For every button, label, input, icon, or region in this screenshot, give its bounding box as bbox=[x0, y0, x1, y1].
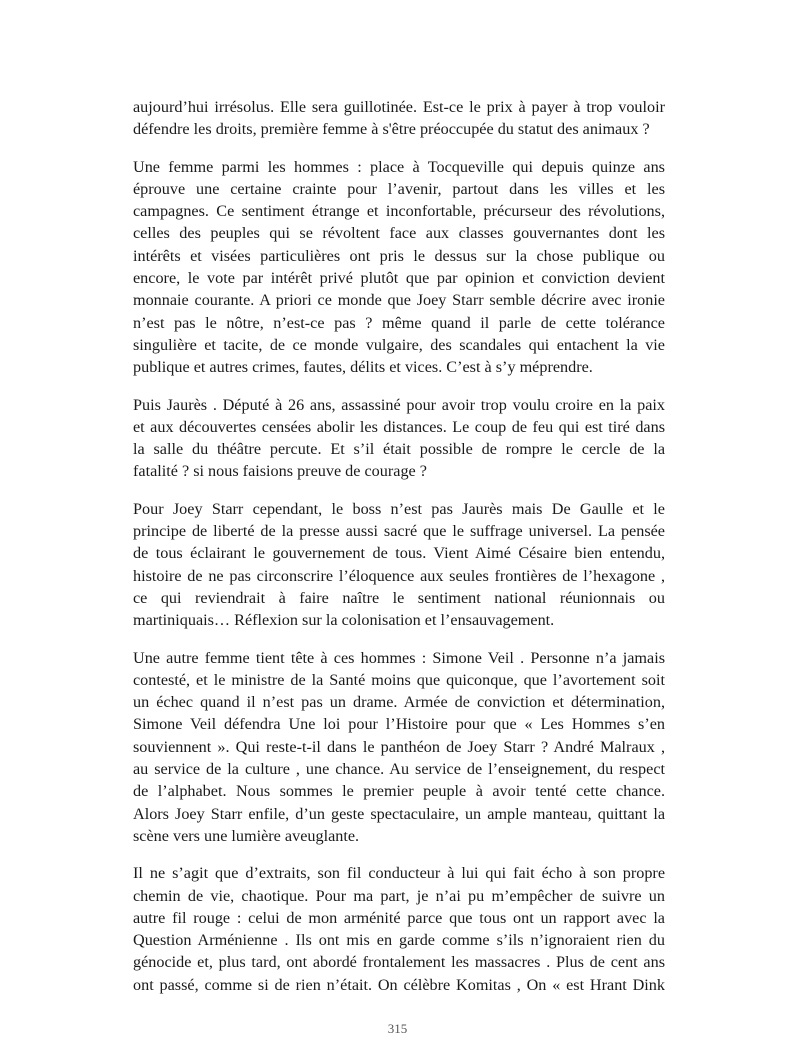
text-line: autre fil rouge : celui de mon arménité parce que tous ont un rapport avec la bbox=[133, 908, 665, 927]
body-text bbox=[133, 96, 665, 1011]
text-line: Simone Veil défendra Une loi pour l’Histoire pour que « Les Hommes s’en bbox=[133, 715, 665, 734]
text-line: monnaie courante. A priori ce monde que Joey Starr semble décrire avec ironie bbox=[133, 291, 665, 310]
text-line: ont passé, comme si de rien n’était. On célèbre Komitas , On « est Hrant Dink bbox=[133, 975, 665, 994]
text-line: Il ne s’agit que d’extraits, son fil conducteur à lui qui fait écho à son propre bbox=[133, 864, 665, 883]
text-line: un échec quand il n’est pas un drame. Armée de conviction et détermination, bbox=[133, 693, 665, 712]
text-line: Une autre femme tient tête à ces hommes : Simone Veil . Personne n’a jamais bbox=[133, 648, 665, 667]
text-line: fatalité ? si nous faisions preuve de courage ? bbox=[133, 462, 427, 481]
text-line: principe de liberté de la presse aussi sacré que le suffrage universel. La pensée bbox=[133, 522, 665, 541]
text-line: intérêts et visées particulières ont pris le dessus sur la chose publique ou bbox=[133, 246, 665, 265]
paragraph bbox=[133, 96, 665, 141]
text-line: au service de la culture , une chance. Au service de l’enseignement, du respect bbox=[133, 760, 665, 779]
text-line: Une femme parmi les hommes : place à Tocqueville qui depuis quinze ans bbox=[133, 157, 665, 176]
text-line: contesté, et le ministre de la Santé moins que quiconque, que l’avortement soit bbox=[133, 670, 665, 689]
text-line: de tous éclairant le gouvernement de tous. Vient Aimé Césaire bien entendu, bbox=[133, 544, 665, 563]
text-line: défendre les droits, première femme à s'être préoccupée du statut des animaux ? bbox=[133, 120, 650, 139]
text-line: éprouve une certaine crainte pour l’avenir, partout dans les villes et les bbox=[133, 179, 665, 198]
text-line: campagnes. Ce sentiment étrange et inconfortable, précurseur des révolutions, bbox=[133, 202, 665, 221]
text-line: souviennent ». Qui reste-t-il dans le panthéon de Joey Starr ? André Malraux , bbox=[133, 737, 665, 756]
text-line: Puis Jaurès . Député à 26 ans, assassiné pour avoir trop voulu croire en la paix bbox=[133, 395, 665, 414]
text-line: n’est pas le nôtre, n’est-ce pas ? même quand il parle de cette tolérance bbox=[133, 313, 665, 332]
text-line: scène vers une lumière aveuglante. bbox=[133, 826, 360, 845]
text-line: Pour Joey Starr cependant, le boss n’est pas Jaurès mais De Gaulle et le bbox=[133, 499, 665, 518]
text-line: la salle du théâtre percute. Et s’il était possible de rompre le cercle de la bbox=[133, 440, 665, 459]
paragraph bbox=[133, 156, 665, 379]
text-line: aujourd’hui irrésolus. Elle sera guillotinée. Est-ce le prix à payer à trop vouloir bbox=[133, 98, 665, 116]
paragraph bbox=[133, 394, 665, 483]
paragraph bbox=[133, 647, 665, 848]
text-line: histoire de ne pas circonscrire l’éloquence aux seules frontières de l’hexagone , bbox=[133, 566, 665, 585]
text-line: de l’alphabet. Nous sommes le premier peuple à avoir tenté cette chance. bbox=[133, 782, 665, 801]
paragraph bbox=[133, 498, 665, 632]
text-line: singulière et tacite, de ce monde vulgaire, des scandales qui entachent la vie bbox=[133, 335, 665, 354]
text-line: chemin de vie, chaotique. Pour ma part, je n’ai pu m’empêcher de suivre un bbox=[133, 886, 665, 905]
text-line: et aux découvertes censées abolir les distances. Le coup de feu qui est tiré dans bbox=[133, 417, 665, 436]
text-line: Question Arménienne . Ils ont mis en garde comme s’ils n’ignoraient rien du bbox=[133, 931, 665, 950]
text-line: encore, le vote par intérêt privé plutôt que par opinion et conviction devient bbox=[133, 269, 665, 288]
text-line: publique et autres crimes, fautes, délits et vices. C’est à s’y méprendre. bbox=[133, 358, 593, 377]
text-line: celles des peuples qui se révoltent face aux classes gouvernantes dont les bbox=[133, 224, 665, 243]
text-line: martiniquais… Réflexion sur la colonisation et l’ensauvagement. bbox=[133, 611, 555, 630]
text-line: ce qui reviendrait à faire naître le sentiment national réunionnais ou bbox=[133, 588, 665, 607]
text-line: Alors Joey Starr enfile, d’un geste spectaculaire, un ample manteau, quittant la bbox=[133, 804, 665, 823]
page-number: 315 bbox=[387, 1021, 408, 1036]
paragraph bbox=[133, 862, 665, 996]
text-line: génocide et, plus tard, ont abordé frontalement les massacres . Plus de cent ans bbox=[133, 953, 665, 972]
